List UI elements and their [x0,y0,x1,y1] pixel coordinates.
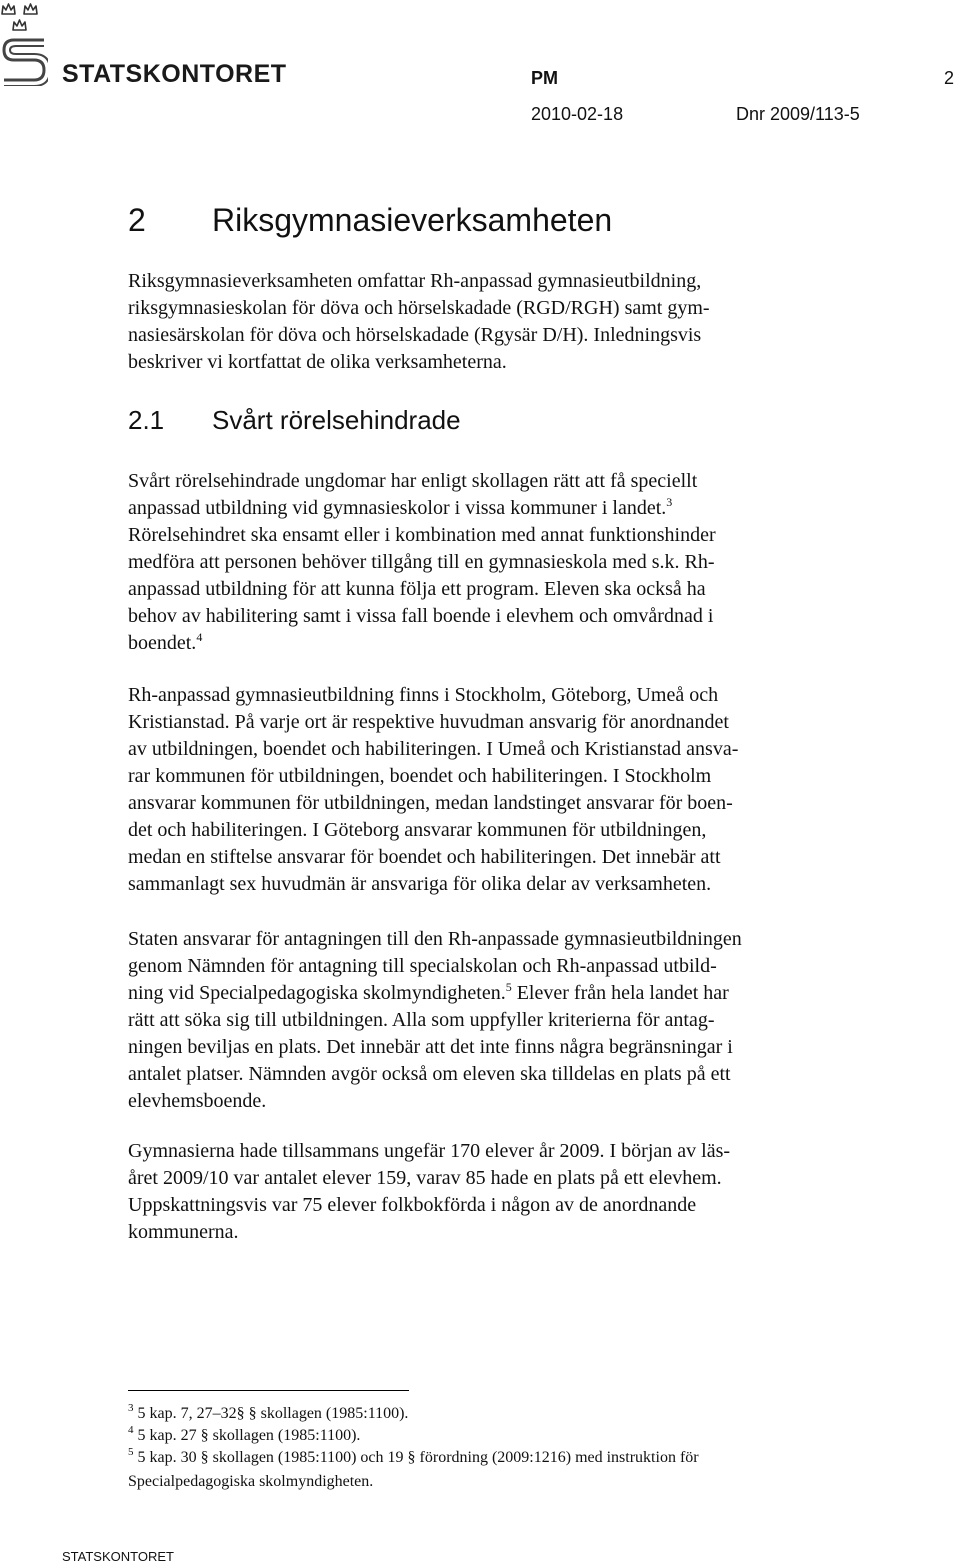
text-line: kommunerna. [128,1221,239,1243]
footnote [128,1448,699,1468]
text-line: av utbildningen, boendet och habiliteringen. I Umeå och Kristianstad ansva- [128,738,739,760]
paragraph-2 [128,682,858,898]
section-title: Riksgymnasieverksamheten [212,202,613,238]
footnote-mark: 5 [128,1446,134,1458]
section-heading [128,202,612,239]
footnote-text: 5 kap. 7, 27–32§ § skollagen (1985:1100). [137,1405,409,1422]
document-date: 2010-02-18 [531,104,624,124]
org-wordmark: STATSKONTORET [62,60,287,88]
footer-org: STATSKONTORET [62,1549,174,1564]
paragraph-4 [128,1138,858,1246]
text-line: Rh-anpassad gymnasieutbildning finns i Stockholm, Göteborg, Umeå och [128,684,719,706]
text-line: året 2009/10 var antalet elever 159, varav 85 hade en plats på ett elevhem. [128,1167,722,1189]
page-number: 2 [944,68,955,88]
text-line [128,495,858,522]
footnote-text: 5 kap. 27 § skollagen (1985:1100). [137,1427,361,1444]
text-line: Uppskattningsvis var 75 elever folkbokförda i någon av de anordnande [128,1194,697,1216]
text-segment: ning vid Specialpedagogiska skolmyndigheten. [128,982,506,1004]
text-line: rar kommunen för utbildningen, boendet och habiliteringen. I Stockholm [128,765,712,787]
text-line: nasiesärskolan för döva och hörselskadade (Rgysär D/H). Inledningsvis [128,324,702,346]
text-line: anpassad utbildning för att kunna följa ett program. Eleven ska också ha [128,578,706,600]
paragraph-3 [128,926,858,1115]
text-line: medan en stiftelse ansvarar för boendet och habiliteringen. Det innebär att [128,846,721,868]
footnote-continuation: Specialpedagogiska skolmyndigheten. [128,1473,374,1490]
text-line: elevhemsboende. [128,1090,267,1112]
statskontoret-logo [0,0,48,86]
footnote-ref: 3 [666,495,673,509]
text-line: Riksgymnasieverksamheten omfattar Rh-anpassad gymnasieutbildning, [128,270,702,292]
text-line: ningen beviljas en plats. Det innebär att det inte finns några begränsningar i [128,1036,733,1058]
text-line: det och habiliteringen. I Göteborg ansvarar kommunen för utbildningen, [128,819,707,841]
text-line: antalet platser. Nämnden avgör också om eleven ska tilldelas en plats på ett [128,1063,731,1085]
section-number: 2 [128,202,146,238]
footnote [128,1426,360,1446]
text-line: riksgymnasieskolan för döva och hörselskadade (RGD/RGH) samt gym- [128,297,710,319]
text-segment: Elever från hela landet har [511,982,729,1004]
text-line: beskriver vi kortfattat de olika verksamheterna. [128,351,507,373]
subsection-heading [128,405,461,436]
text-line: medföra att personen behöver tillgång till en gymnasieskola med s.k. Rh- [128,551,715,573]
footnote-mark: 4 [128,1424,134,1436]
text-line [128,630,858,657]
document-type: PM [531,68,558,88]
text-line: genom Nämnden för antagning till specialskolan och Rh-anpassad utbild- [128,955,717,977]
text-line [128,980,858,1007]
footnote [128,1404,408,1424]
footnote-text: 5 kap. 30 § skollagen (1985:1100) och 19 § förordning (2009:1216) med instruktion för [137,1449,699,1466]
text-segment: boendet. [128,632,197,654]
footnote-ref: 4 [196,630,203,644]
subsection-number: 2.1 [128,405,165,435]
text-line: Rörelsehindret ska ensamt eller i kombination med annat funktionshinder [128,524,716,546]
text-line: Svårt rörelsehindrade ungdomar har enligt skollagen rätt att få speciellt [128,470,698,492]
text-line: Kristianstad. På varje ort är respektive huvudman ansvarig för anordnandet [128,711,729,733]
footnote-divider [128,1390,409,1391]
text-line: behov av habilitering samt i vissa fall boende i elevhem och omvårdnad i [128,605,714,627]
registration-number: Dnr 2009/113-5 [736,104,860,124]
text-line: Gymnasierna hade tillsammans ungefär 170 elever år 2009. I början av läs- [128,1140,731,1162]
subsection-title: Svårt rörelsehindrade [212,405,461,435]
intro-paragraph [128,268,858,376]
text-line: ansvarar kommunen för utbildningen, medan landstinget ansvarar för boen- [128,792,733,814]
text-line: rätt att söka sig till utbildningen. Alla som uppfyller kriterierna för antag- [128,1009,715,1031]
text-line: Staten ansvarar för antagningen till den Rh-anpassade gymnasieutbildningen [128,928,742,950]
text-line: sammanlagt sex huvudmän är ansvariga för olika delar av verksamheten. [128,873,712,895]
text-segment: anpassad utbildning vid gymnasieskolor i vissa kommuner i landet. [128,497,667,519]
paragraph-1 [128,468,858,657]
footnote-mark: 3 [128,1402,134,1414]
footnote-ref: 5 [505,980,512,994]
